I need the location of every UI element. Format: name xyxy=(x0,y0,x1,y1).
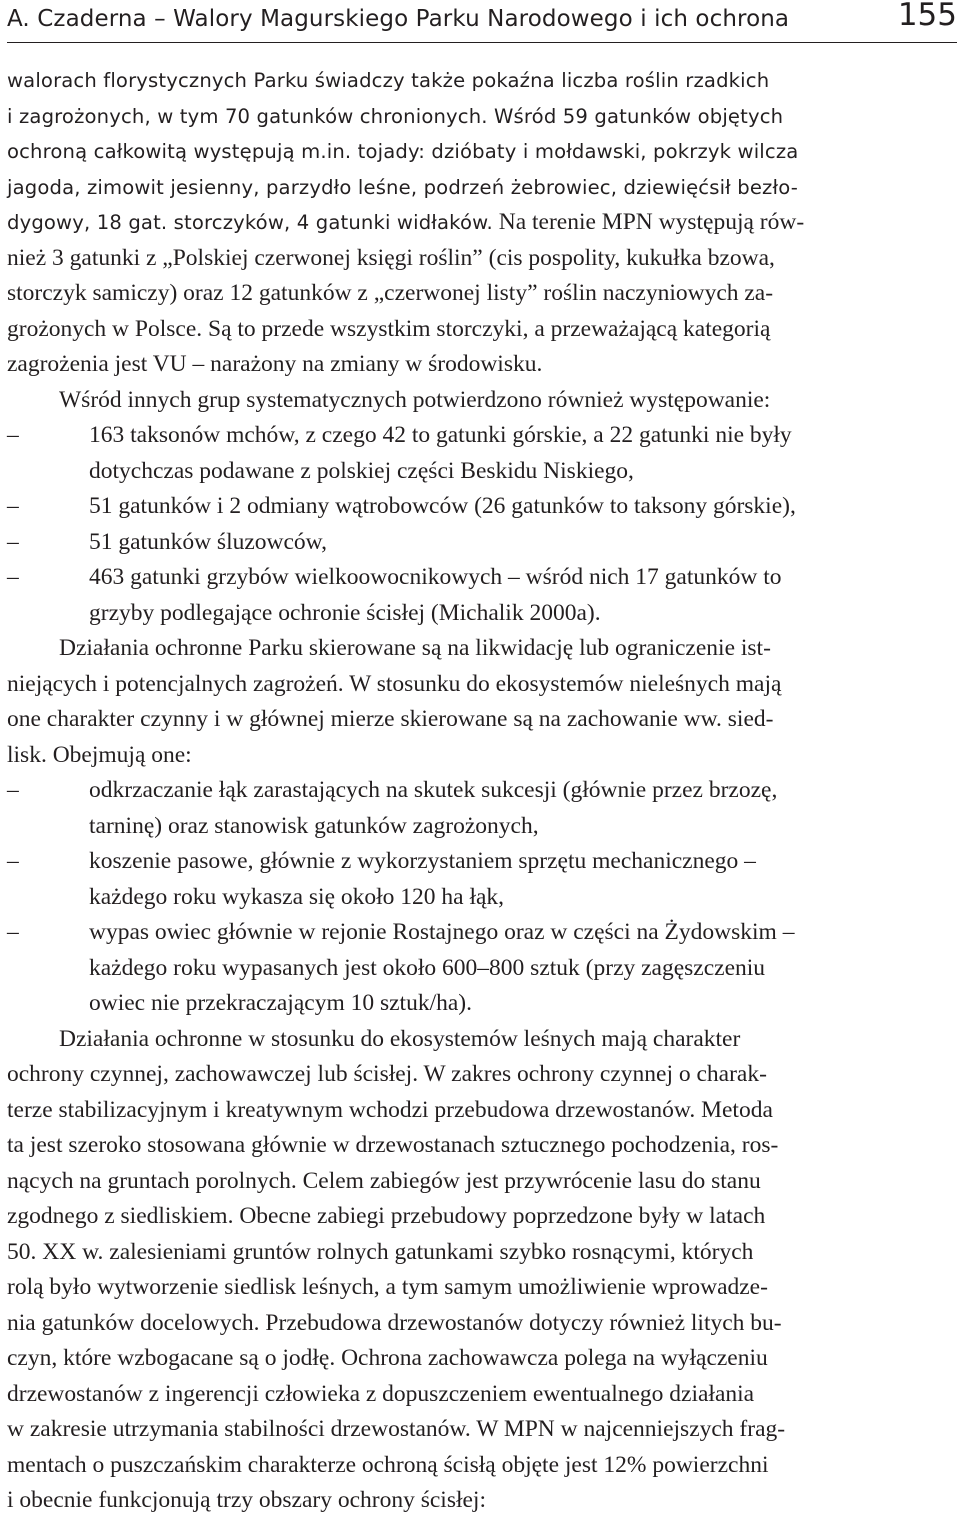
text-line: mentach o puszczańskim charakterze ochroną ścisłą objęte jest 12% powierzchni xyxy=(7,1451,769,1478)
text-line: lisk. Obejmują one: xyxy=(7,741,192,768)
list-dash: – xyxy=(7,848,19,874)
list-item-continuation: każdego roku wykasza się około 120 ha łąk, xyxy=(89,883,505,910)
running-title: A. Czaderna – Walory Magurskiego Parku Narodowego i ich ochrona xyxy=(7,6,790,32)
page-number: 155 xyxy=(897,0,957,33)
list-dash: – xyxy=(7,422,19,448)
list-item-continuation: owiec nie przekraczającym 10 sztuk/ha). xyxy=(89,990,472,1016)
text-line: nia gatunków docelowych. Przebudowa drzewostanów dotyczy również litych bu- xyxy=(7,1309,782,1336)
list-item-text: 163 taksonów mchów, z czego 42 to gatunki górskie, a 22 gatunki nie były xyxy=(89,422,792,448)
text-line: storczyk samiczy) oraz 12 gatunków z „czerwonej listy” roślin naczyniowych za- xyxy=(7,280,774,306)
list-item-continuation: każdego roku wypasanych jest około 600–800 sztuk (przy zagęszczeniu xyxy=(89,954,766,981)
text-line: rolą było wytworzenie siedlisk leśnych, a tym samym umożliwienie wprowadze- xyxy=(7,1274,768,1300)
list-item xyxy=(7,773,957,809)
text-line: czyn, które wzbogacane są o jodłę. Ochrona zachowawcza polega na wyłączeniu xyxy=(7,1345,768,1371)
text-line: Działania ochronne w stosunku do ekosystemów leśnych mają charakter xyxy=(59,1025,741,1052)
text-line: drzewostanów z ingerencji człowieka z dopuszczeniem ewentualnego działania xyxy=(7,1380,755,1407)
text-line: nących na gruntach porolnych. Celem zabiegów jest przywrócenie lasu do stanu xyxy=(7,1167,761,1194)
text-line: one charakter czynny i w głównej mierze skierowane są na zachowanie ww. sied- xyxy=(7,706,774,732)
list-item-text: wypas owiec głównie w rejonie Rostajnego oraz w części na Żydowskim – xyxy=(89,919,795,945)
text-line: ochrony czynnej, zachowawczej lub ścisłej. W zakres ochrony czynnej o charak- xyxy=(7,1061,767,1087)
list-item xyxy=(7,915,957,951)
text-line: niejących i potencjalnych zagrożeń. W stosunku do ekosystemów nieleśnych mają xyxy=(7,670,782,697)
list-dash: – xyxy=(7,564,19,590)
text-line: walorach florystycznych Parku świadczy także pokaźna liczba roślin rzadkich xyxy=(7,69,770,92)
list-item-text: 51 gatunków i 2 odmiany wątrobowców (26 gatunków to taksony górskie), xyxy=(89,493,796,519)
list-item-continuation: dotychczas podawane z polskiej części Beskidu Niskiego, xyxy=(89,457,634,484)
text-line: terze stabilizacyjnym i kreatywnym wchodzi przebudowa drzewostanów. Metoda xyxy=(7,1096,773,1123)
text-span: dygowy, 18 gat. storczyków, 4 gatunki widłaków. xyxy=(7,211,493,234)
text-line: i zagrożonych, w tym 70 gatunków chronionych. Wśród 59 gatunków objętych xyxy=(7,104,784,128)
list-item-text: koszenie pasowe, głównie z wykorzystaniem sprzętu mechanicznego – xyxy=(89,848,756,874)
text-line: zagrożenia jest VU – narażony na zmiany w środowisku. xyxy=(7,351,543,377)
list-dash: – xyxy=(7,777,19,803)
text-line: zgodnego z siedliskiem. Obecne zabiegi przebudowy poprzedzone były w latach xyxy=(7,1203,766,1229)
list-dash: – xyxy=(7,493,19,519)
text-line: Działania ochronne Parku skierowane są na likwidację lub ograniczenie ist- xyxy=(59,635,771,661)
text-line: nież 3 gatunki z „Polskiej czerwonej księgi roślin” (cis pospolity, kukułka bzowa, xyxy=(7,244,775,271)
list-item xyxy=(7,418,957,454)
text-line xyxy=(7,205,957,241)
list-dash: – xyxy=(7,528,19,555)
list-item xyxy=(7,844,957,880)
text-line: w zakresie utrzymania stabilności drzewostanów. W MPN w najcenniejszych frag- xyxy=(7,1416,786,1442)
text-span: Na terenie MPN występują rów- xyxy=(492,209,805,235)
list-item-continuation: grzyby podlegające ochronie ścisłej (Michalik 2000a). xyxy=(89,599,601,626)
list-item xyxy=(7,560,957,596)
list-dash: – xyxy=(7,919,19,945)
text-line: jagoda, zimowit jesienny, parzydło leśne, podrzeń żebrowiec, dziewięćsił bezło- xyxy=(7,175,798,199)
text-line: ochroną całkowitą występują m.in. tojady: dzióbaty i mołdawski, pokrzyk wilcza xyxy=(7,140,799,163)
list-item-text: 51 gatunków śluzowców, xyxy=(89,528,328,555)
list-item-text: 463 gatunki grzybów wielkoowocnikowych – wśród nich 17 gatunków to xyxy=(89,564,782,590)
list-item-continuation: tarninę) oraz stanowisk gatunków zagrożonych, xyxy=(89,812,539,839)
text-line: ta jest szeroko stosowana głównie w drzewostanach sztucznego pochodzenia, ros- xyxy=(7,1132,779,1158)
text-line: Wśród innych grup systematycznych potwierdzono również występowanie: xyxy=(59,386,771,413)
running-header xyxy=(7,0,957,43)
text-line: grożonych w Polsce. Są to przede wszystkim storczyki, a przeważającą kategorią xyxy=(7,315,771,342)
text-line: 50. XX w. zalesieniami gruntów rolnych gatunkami szybko rosnącymi, których xyxy=(7,1238,754,1265)
text-line: i obecnie funkcjonują trzy obszary ochrony ścisłej: xyxy=(7,1487,486,1513)
list-item-text: odkrzaczanie łąk zarastających na skutek sukcesji (głównie przez brzozę, xyxy=(89,777,778,803)
list-item xyxy=(7,489,957,525)
list-item xyxy=(7,525,957,561)
body-text xyxy=(7,63,957,1519)
